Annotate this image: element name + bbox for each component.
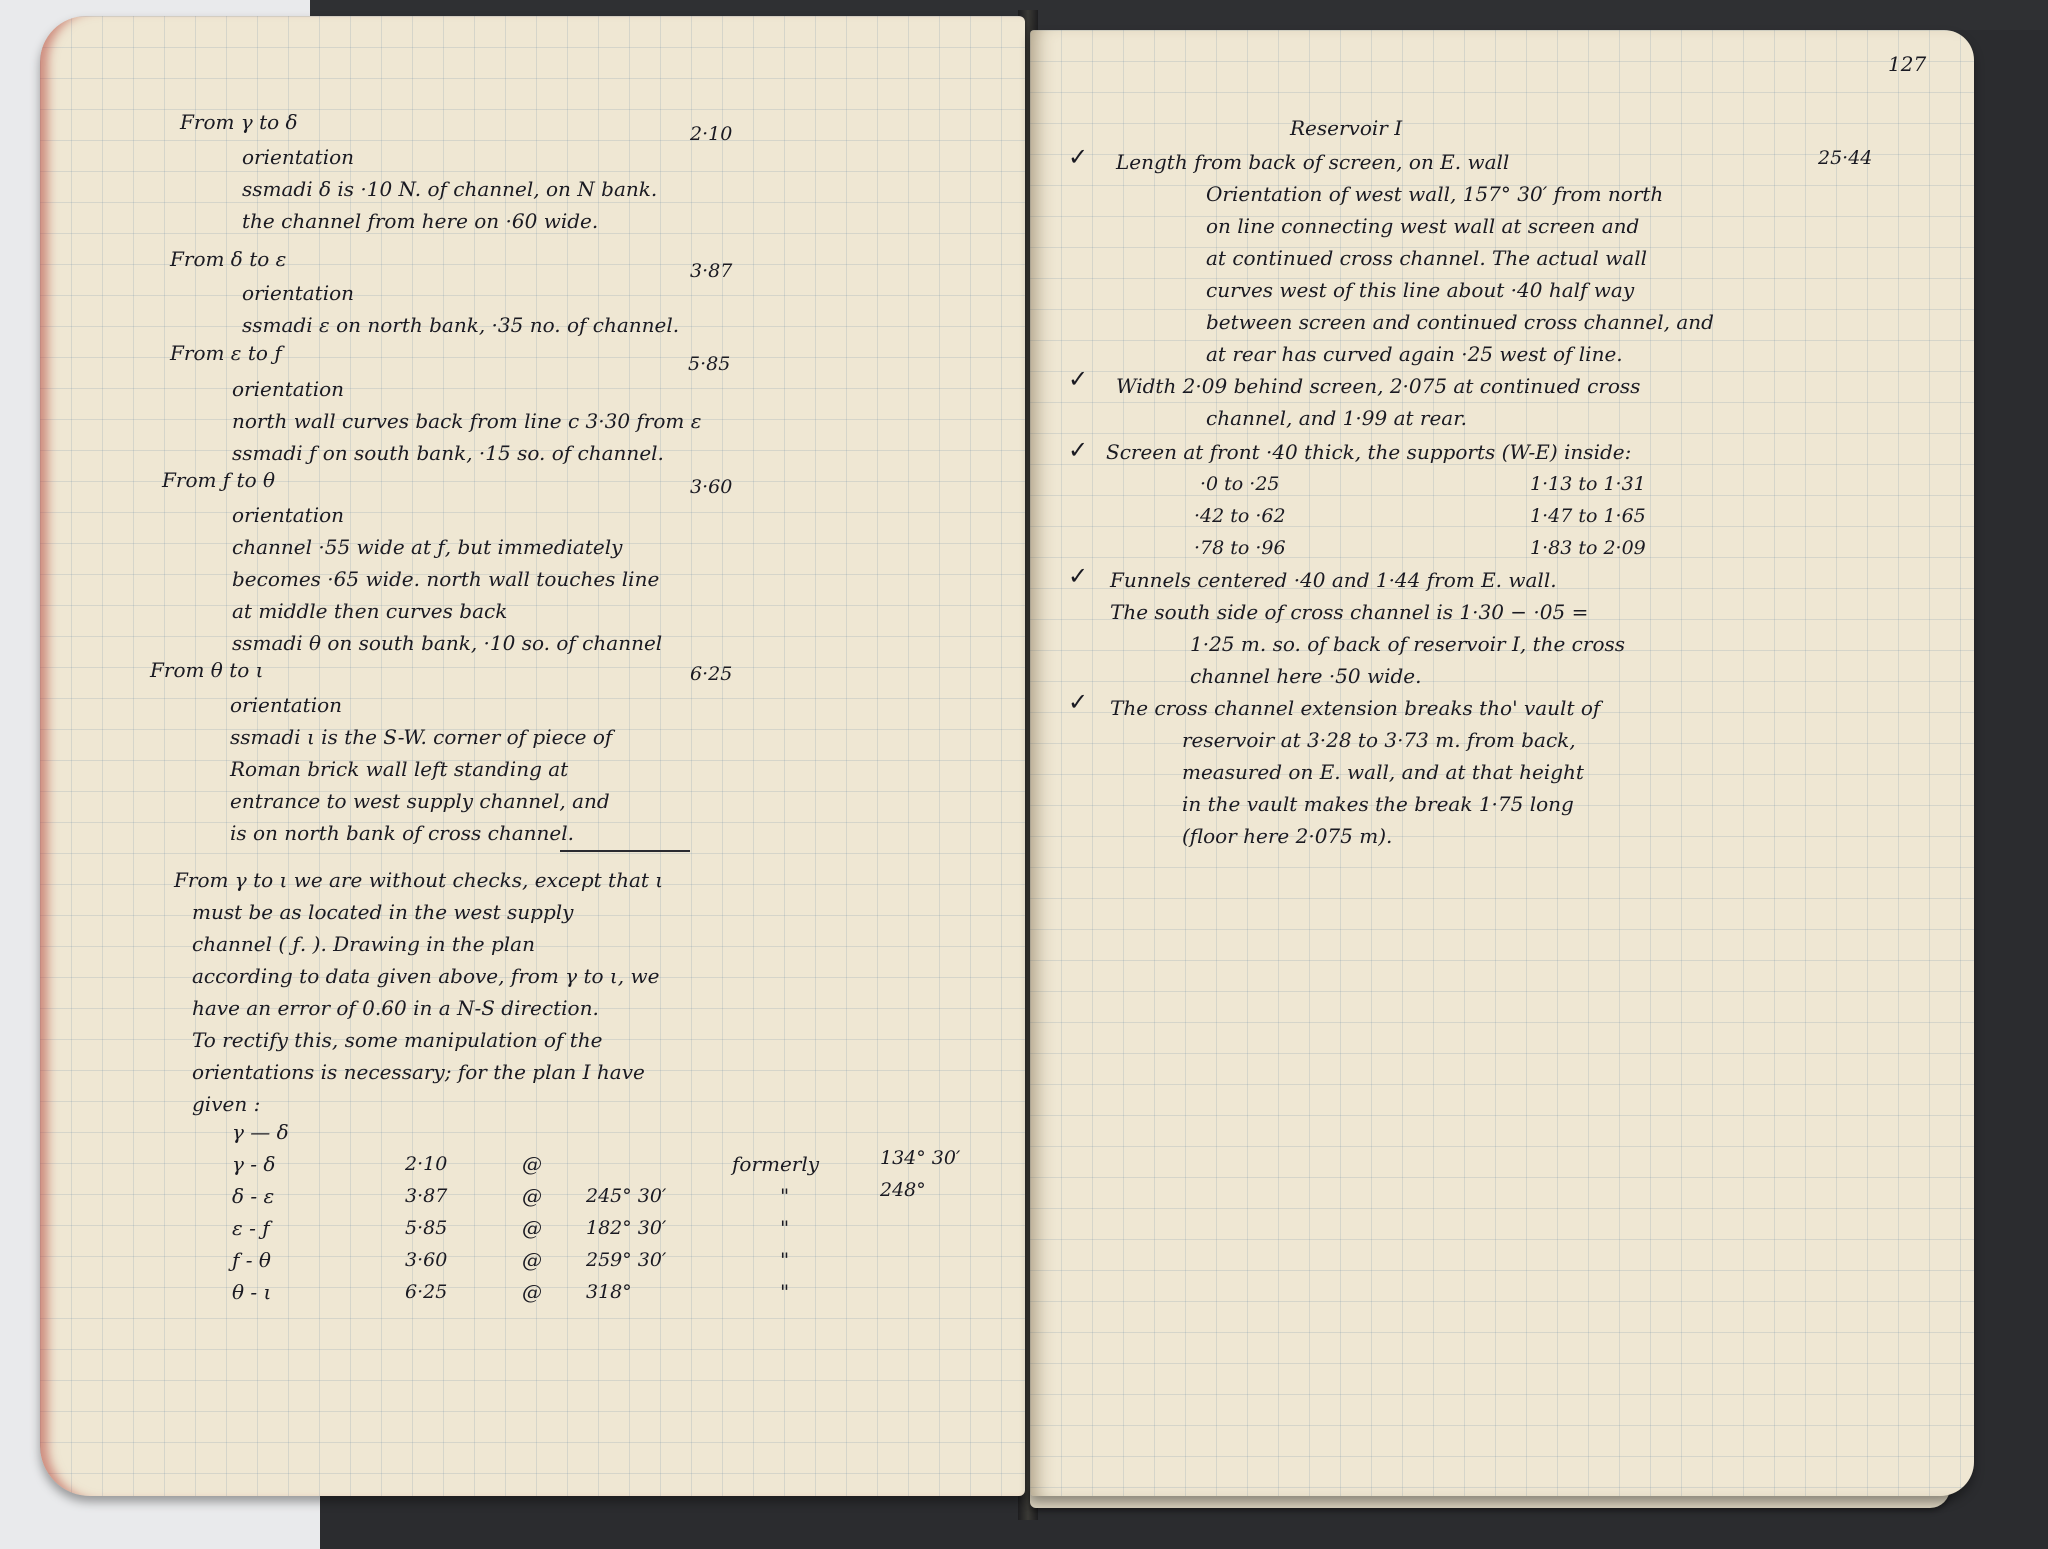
text-line: in the vault makes the break 1·75 long bbox=[1182, 792, 1574, 816]
text-line: From γ to δ bbox=[180, 110, 298, 134]
table-cell-segment: ε - ƒ bbox=[232, 1216, 270, 1240]
distance-value: 6·25 bbox=[690, 663, 733, 685]
text-line: at middle then curves back bbox=[232, 599, 508, 623]
text-line: must be as located in the west supply bbox=[192, 900, 574, 924]
text-line: orientation bbox=[232, 377, 345, 401]
text-line: orientations is necessary; for the plan I have bbox=[192, 1060, 645, 1084]
text-line: according to data given above, from γ to ι, we bbox=[192, 964, 660, 988]
text-line: From θ to ι bbox=[150, 658, 264, 682]
support-range: 1·83 to 2·09 bbox=[1530, 537, 1646, 559]
text-line: given : bbox=[192, 1092, 261, 1116]
text-line: 1·25 m. so. of back of reservoir I, the cross bbox=[1190, 632, 1626, 656]
text-line: From γ to ι we are without checks, except that ι bbox=[174, 868, 664, 892]
table-cell-segment: θ - ι bbox=[232, 1280, 272, 1304]
table-cell-angle: 318° bbox=[586, 1281, 632, 1303]
text-line: is on north bank of cross channel. bbox=[230, 821, 574, 845]
distance-value: 3·87 bbox=[690, 260, 733, 282]
checkmark-icon: ✓ bbox=[1068, 436, 1089, 464]
text-line: measured on E. wall, and at that height bbox=[1182, 760, 1584, 784]
table-cell-former: 134° 30′ bbox=[880, 1147, 961, 1169]
text-line: To rectify this, some manipulation of the bbox=[192, 1028, 603, 1052]
text-line: orientation bbox=[242, 281, 355, 305]
support-range: ·78 to ·96 bbox=[1194, 537, 1286, 559]
table-cell-angle: 245° 30′ bbox=[586, 1185, 667, 1207]
table-cell-note: " bbox=[780, 1248, 790, 1272]
table-cell-distance: 3·87 bbox=[405, 1185, 448, 1207]
text-line: (floor here 2·075 m). bbox=[1182, 824, 1393, 848]
checkmark-icon: ✓ bbox=[1068, 562, 1089, 590]
text-line: Roman brick wall left standing at bbox=[230, 757, 569, 781]
text-line: have an error of 0.60 in a N-S direction. bbox=[192, 996, 599, 1020]
length-value: 25·44 bbox=[1818, 147, 1873, 169]
table-cell-distance: 6·25 bbox=[405, 1281, 448, 1303]
text-line: From ε to ƒ bbox=[170, 341, 282, 365]
support-range: 1·47 to 1·65 bbox=[1530, 505, 1646, 527]
page-number: 127 bbox=[1888, 52, 1927, 76]
text-line: at rear has curved again ·25 west of line. bbox=[1206, 342, 1623, 366]
text-line: channel ( ƒ. ). Drawing in the plan bbox=[192, 932, 535, 956]
table-cell-at: @ bbox=[522, 1216, 542, 1240]
text-line: ssmadi ƒ on south bank, ·15 so. of channel. bbox=[232, 441, 664, 465]
text-line: entrance to west supply channel, and bbox=[230, 789, 610, 813]
table-cell-segment: ƒ - θ bbox=[232, 1248, 271, 1272]
text-line: From δ to ε bbox=[170, 247, 287, 271]
notebook-left-page bbox=[40, 16, 1025, 1496]
checkmark-icon: ✓ bbox=[1068, 688, 1089, 716]
table-cell-at: @ bbox=[522, 1184, 542, 1208]
distance-value: 2·10 bbox=[690, 123, 733, 145]
text-line: Funnels centered ·40 and 1·44 from E. wall. bbox=[1110, 568, 1557, 592]
text-line: channel ·55 wide at ƒ, but immediately bbox=[232, 535, 623, 559]
text-line: on line connecting west wall at screen and bbox=[1206, 214, 1640, 238]
text-line: curves west of this line about ·40 half way bbox=[1206, 278, 1635, 302]
table-cell-at: @ bbox=[522, 1248, 542, 1272]
table-cell-segment: δ - ε bbox=[232, 1184, 275, 1208]
text-line: The south side of cross channel is 1·30 − ·05 = bbox=[1110, 600, 1589, 624]
table-cell-angle: 259° 30′ bbox=[586, 1249, 667, 1271]
table-cell-at: @ bbox=[522, 1280, 542, 1304]
checkmark-icon: ✓ bbox=[1068, 143, 1089, 171]
divider-line bbox=[560, 850, 690, 852]
table-cell-former: 248° bbox=[880, 1179, 926, 1201]
support-range: 1·13 to 1·31 bbox=[1530, 473, 1646, 495]
notebook-right-page bbox=[1030, 30, 1974, 1496]
support-range: ·0 to ·25 bbox=[1200, 473, 1280, 495]
text-line: the channel from here on ·60 wide. bbox=[242, 209, 599, 233]
table-cell-distance: 5·85 bbox=[405, 1217, 448, 1239]
text-line: Screen at front ·40 thick, the supports (W-E) inside: bbox=[1106, 440, 1632, 464]
text-line: Orientation of west wall, 157° 30′ from north bbox=[1206, 182, 1664, 206]
text-line: orientation bbox=[230, 693, 343, 717]
text-line: Length from back of screen, on E. wall bbox=[1116, 150, 1510, 174]
text-line: orientation bbox=[242, 145, 355, 169]
table-cell-distance: 2·10 bbox=[405, 1153, 448, 1175]
table-cell-note: " bbox=[780, 1184, 790, 1208]
table-cell-note: " bbox=[780, 1280, 790, 1304]
checkmark-icon: ✓ bbox=[1068, 365, 1089, 393]
table-cell-note: formerly bbox=[732, 1152, 820, 1176]
orientation-table-header: γ — δ bbox=[232, 1120, 289, 1144]
text-line: ssmadi ε on north bank, ·35 no. of channel. bbox=[242, 313, 680, 337]
table-cell-note: " bbox=[780, 1216, 790, 1240]
text-line: Width 2·09 behind screen, 2·075 at continued cross bbox=[1116, 374, 1641, 398]
text-line: channel here ·50 wide. bbox=[1190, 664, 1422, 688]
table-cell-at: @ bbox=[522, 1152, 542, 1176]
table-cell-segment: γ - δ bbox=[232, 1152, 276, 1176]
support-range: ·42 to ·62 bbox=[1194, 505, 1286, 527]
table-cell-distance: 3·60 bbox=[405, 1249, 448, 1271]
text-line: north wall curves back from line c 3·30 from ε bbox=[232, 409, 702, 433]
text-line: From ƒ to θ bbox=[162, 468, 276, 492]
text-line: orientation bbox=[232, 503, 345, 527]
text-line: reservoir at 3·28 to 3·73 m. from back, bbox=[1182, 728, 1576, 752]
text-line: at continued cross channel. The actual wall bbox=[1206, 246, 1648, 270]
text-line: channel, and 1·99 at rear. bbox=[1206, 406, 1467, 430]
page-heading: Reservoir I bbox=[1290, 116, 1403, 140]
table-cell-angle: 182° 30′ bbox=[586, 1217, 667, 1239]
text-line: between screen and continued cross channel, and bbox=[1206, 310, 1714, 334]
text-line: The cross channel extension breaks tho' vault of bbox=[1110, 696, 1601, 720]
text-line: becomes ·65 wide. north wall touches line bbox=[232, 567, 660, 591]
text-line: ssmadi δ is ·10 N. of channel, on N bank. bbox=[242, 177, 658, 201]
distance-value: 3·60 bbox=[690, 476, 733, 498]
text-line: ssmadi ι is the S-W. corner of piece of bbox=[230, 725, 613, 749]
distance-value: 5·85 bbox=[688, 353, 731, 375]
text-line: ssmadi θ on south bank, ·10 so. of channel bbox=[232, 631, 663, 655]
